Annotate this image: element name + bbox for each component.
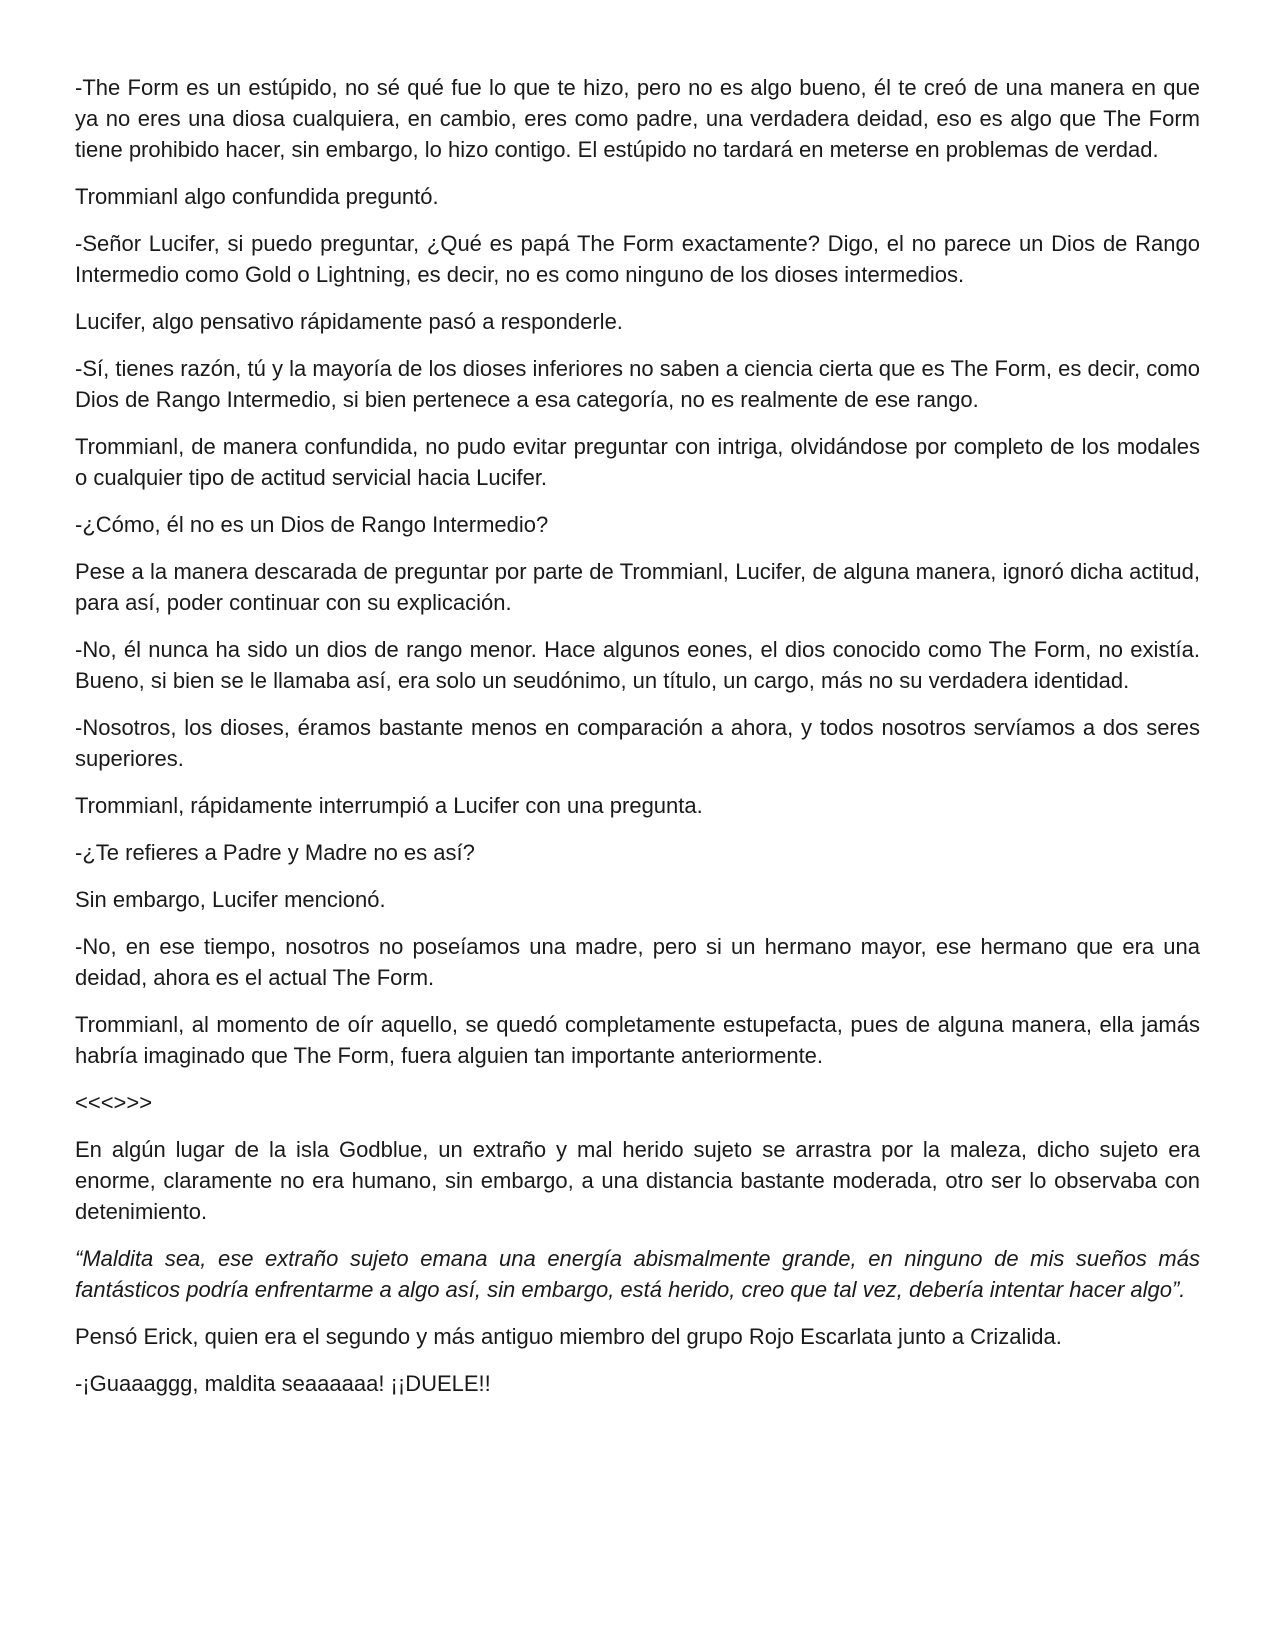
paragraph-7: -¿Cómo, él no es un Dios de Rango Intermedio? xyxy=(75,512,549,537)
scene-break: <<<>>> xyxy=(75,1090,153,1115)
paragraph-2: Trommianl algo confundida preguntó. xyxy=(75,184,439,209)
paragraph-3: -Señor Lucifer, si puedo preguntar, ¿Qué es papá The Form exactamente? Digo, el no parece un Dios de Rango Intermedio como Gold o Lightning, es decir, no es como ninguno de los dioses intermedios. xyxy=(75,231,1207,287)
paragraph-14: -No, en ese tiempo, nosotros no poseíamos una madre, pero si un hermano mayor, ese hermano que era una deidad, ahora es el actual The Form. xyxy=(75,934,1207,990)
paragraph-13: Sin embargo, Lucifer mencionó. xyxy=(75,887,386,912)
paragraph-6: Trommianl, de manera confundida, no pudo evitar preguntar con intriga, olvidándose por completo de los modales o cualquier tipo de actitud servicial hacia Lucifer. xyxy=(75,434,1207,490)
paragraph-10: -Nosotros, los dioses, éramos bastante menos en comparación a ahora, y todos nosotros servíamos a dos seres superiores. xyxy=(75,715,1207,771)
paragraph-1: -The Form es un estúpido, no sé qué fue lo que te hizo, pero no es algo bueno, él te creó de una manera en que ya no eres una diosa cualquiera, en cambio, eres como padre, una verdadera deidad, eso es algo que The Form tiene prohibido hacer, sin embargo, lo hizo contigo. El estúpido no tardará en meterse en problemas de verdad. xyxy=(75,75,1207,162)
paragraph-4: Lucifer, algo pensativo rápidamente pasó a responderle. xyxy=(75,309,623,334)
paragraph-9: -No, él nunca ha sido un dios de rango menor. Hace algunos eones, el dios conocido como The Form, no existía. Bueno, si bien se le llamaba así, era solo un seudónimo, un título, un cargo, más no su verdadera identidad. xyxy=(75,637,1207,693)
paragraph-20: -¡Guaaaggg, maldita seaaaaaa! ¡¡DUELE!! xyxy=(75,1371,491,1396)
paragraph-11: Trommianl, rápidamente interrumpió a Lucifer con una pregunta. xyxy=(75,793,703,818)
paragraph-15: Trommianl, al momento de oír aquello, se quedó completamente estupefacta, pues de alguna manera, ella jamás habría imaginado que The Form, fuera alguien tan importante anteriormente. xyxy=(75,1012,1207,1068)
paragraph-19: Pensó Erick, quien era el segundo y más antiguo miembro del grupo Rojo Escarlata junto a Crizalida. xyxy=(75,1324,1062,1349)
paragraph-17: En algún lugar de la isla Godblue, un extraño y mal herido sujeto se arrastra por la maleza, dicho sujeto era enorme, claramente no era humano, sin embargo, a una distancia bastante moderada, otro ser lo observaba con detenimiento. xyxy=(75,1137,1207,1224)
paragraph-12: -¿Te refieres a Padre y Madre no es así? xyxy=(75,840,475,865)
thought-paragraph: “Maldita sea, ese extraño sujeto emana una energía abismalmente grande, en ninguno de mis sueños más fantásticos podría enfrentarme a algo así, sin embargo, está herido, creo que tal vez, debería intentar hacer algo”. xyxy=(75,1246,1207,1302)
paragraph-5: -Sí, tienes razón, tú y la mayoría de los dioses inferiores no saben a ciencia cierta que es The Form, es decir, como Dios de Rango Intermedio, si bien pertenece a esa categoría, no es realmente de ese rango. xyxy=(75,356,1207,412)
paragraph-8: Pese a la manera descarada de preguntar por parte de Trommianl, Lucifer, de alguna manera, ignoró dicha actitud, para así, poder continuar con su explicación. xyxy=(75,559,1207,615)
document-page xyxy=(75,72,1207,1415)
